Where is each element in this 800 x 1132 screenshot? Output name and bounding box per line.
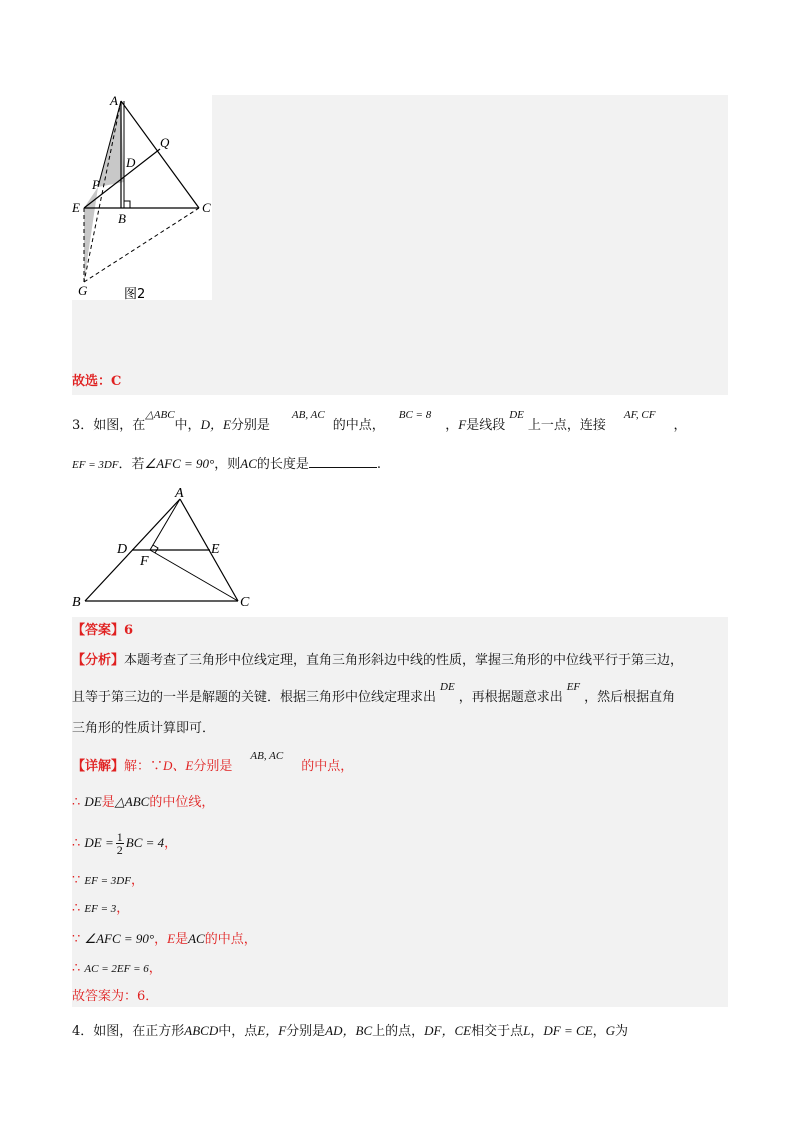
step-5: ∵ ∠AFC = 90°，E是AC的中点， [72,931,257,947]
label-C: C [240,595,250,610]
label-Q: Q [160,135,170,150]
choice-answer: 故选：C [72,374,122,389]
label-A: A [110,95,118,108]
step-6: ∴ AC = 2EF = 6， [72,961,162,976]
step-3: ∵ EF = 3DF， [72,873,144,888]
question-3-line-1: 3．如图，在$^{\triangle ABC}$中，D，E分别是$^{AB, AC}$的中点，$^{BC = 8}$，F是线段$^{DE}$上一点，连接$^{AF, CF}$， [72,409,687,433]
detail-line: 【详解】解：∵D、E分别是$^{AB, AC}$的中点， [72,750,354,774]
figure-2 [72,95,212,305]
analysis-line-1: 【分析】本题考查了三角形中位线定理，直角三角形斜边中线的性质，掌握三角形的中位线平行于第三边， [72,653,684,668]
label-G: G [78,283,88,298]
shaded-triangle-lower [84,187,98,282]
fraction-one-half: $\frac{1}{2}$ [116,830,123,857]
label-B: B [118,211,126,226]
question-3-line-2: EF = 3DF．若∠AFC = 90°，则AC的长度是 . [72,456,382,472]
figure-question-3 [70,485,260,610]
label-E: E [72,200,80,215]
label-A: A [175,486,184,501]
question-4-line-1: 4．如图，在正方形ABCD中，点E，F分别是AD，BC上的点，DF，CE相交于点L，DF = CE，G为 [72,1023,628,1039]
answer-blank [309,455,377,468]
final-answer: 故答案为：6． [72,989,159,1004]
label-B: B [72,595,81,610]
label-F: F [140,554,149,569]
label-D: D [126,155,136,170]
step-4: ∴ EF = 3， [72,901,130,916]
step-1: ∴ DE是△ABC的中位线， [72,794,215,810]
answer-line: 【答案】6 [72,623,134,638]
step-2: ∴ DE = $\frac{1}{2}$ BC = 4， [72,830,178,857]
analysis-line-2: 且等于第三边的一半是解题的关键．根据三角形中位线定理求出$^{DE}$，再根据题意求出$^{EF}$，然后根据直角 [72,681,676,705]
label-E: E [211,542,220,557]
label-D: D [117,542,128,557]
analysis-line-3: 三角形的性质计算即可． [72,721,216,736]
label-P: P [92,177,100,192]
label-C: C [202,200,211,215]
figure-caption: 图2 [124,287,146,302]
